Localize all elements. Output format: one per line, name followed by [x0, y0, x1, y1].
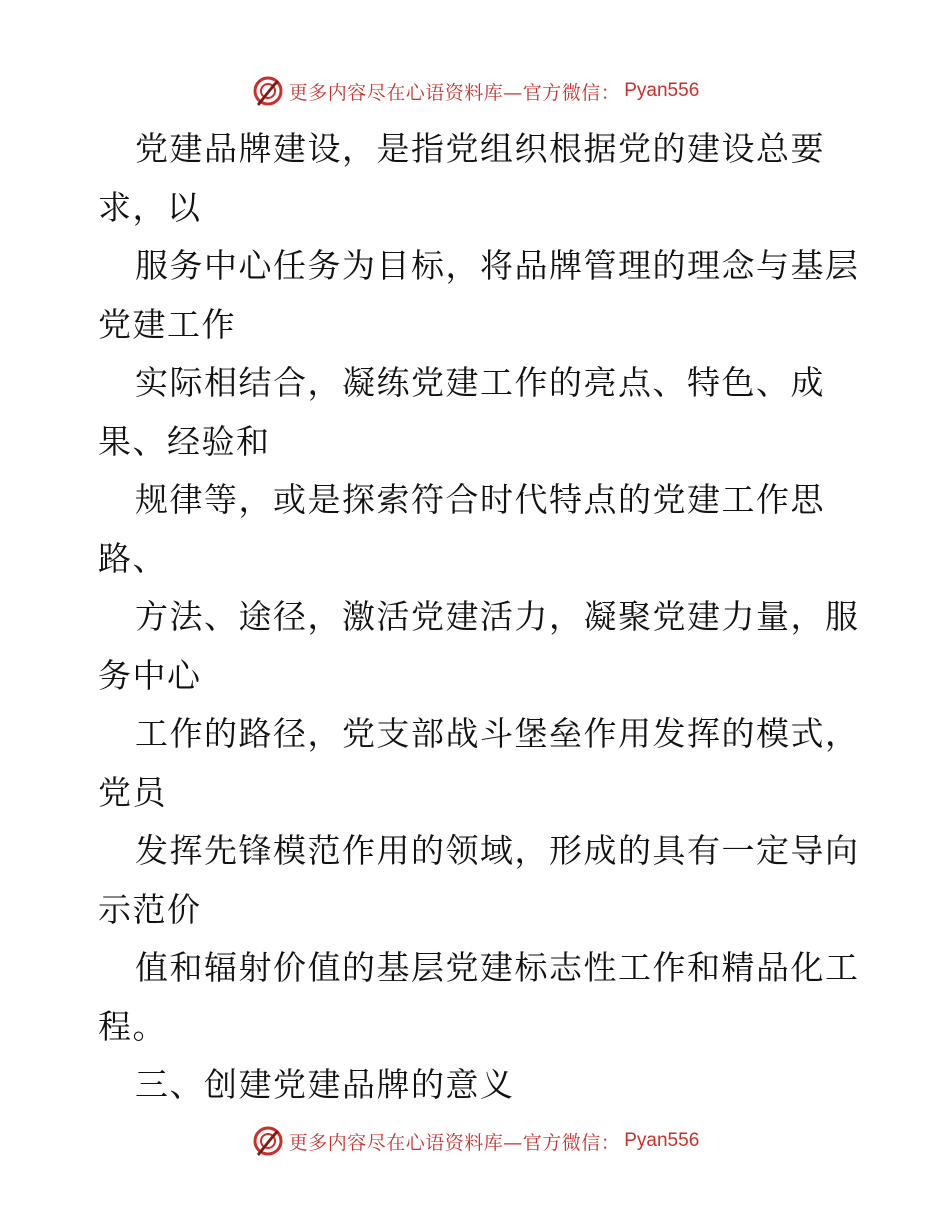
- text-line: 方法、途径，激活党建活力，凝聚党建力量，服: [135, 597, 860, 636]
- text-line: 党建工作: [98, 304, 236, 344]
- text-line: 规律等，或是探索符合时代特点的党建工作思: [135, 480, 825, 519]
- section-heading: 三、创建党建品牌的意义: [135, 1065, 515, 1104]
- text-line: 示范价: [98, 889, 202, 929]
- text-line: 发挥先锋模范作用的领域，形成的具有一定导向: [135, 831, 860, 870]
- header-banner: [0, 71, 950, 111]
- text-line: 党建品牌建设，是指党组织根据党的建设总要: [135, 129, 825, 168]
- text-line: 实际相结合，凝练党建工作的亮点、特色、成: [135, 363, 825, 402]
- pen-logo-icon: [251, 74, 285, 108]
- footer-banner: [0, 1121, 950, 1161]
- banner-handle: Pyan556: [624, 1130, 700, 1151]
- document-body: [98, 120, 898, 1115]
- text-line: 务中心: [98, 655, 202, 695]
- text-line: 程。: [98, 1006, 167, 1046]
- text-line: 求，以: [98, 187, 202, 227]
- text-line: 路、: [98, 538, 167, 578]
- text-line: 值和辐射价值的基层党建标志性工作和精品化工: [135, 948, 860, 987]
- text-line: 党员: [98, 772, 167, 812]
- text-line: 工作的路径，党支部战斗堡垒作用发挥的模式，: [135, 714, 860, 753]
- pen-logo-icon: [251, 1124, 285, 1158]
- banner-handle: Pyan556: [624, 80, 700, 101]
- banner-text: 更多内容尽在心语资料库—官方微信：: [288, 81, 621, 104]
- text-line: 果、经验和: [98, 421, 271, 461]
- banner-text: 更多内容尽在心语资料库—官方微信：: [288, 1131, 621, 1154]
- text-line: 服务中心任务为目标，将品牌管理的理念与基层: [135, 246, 860, 285]
